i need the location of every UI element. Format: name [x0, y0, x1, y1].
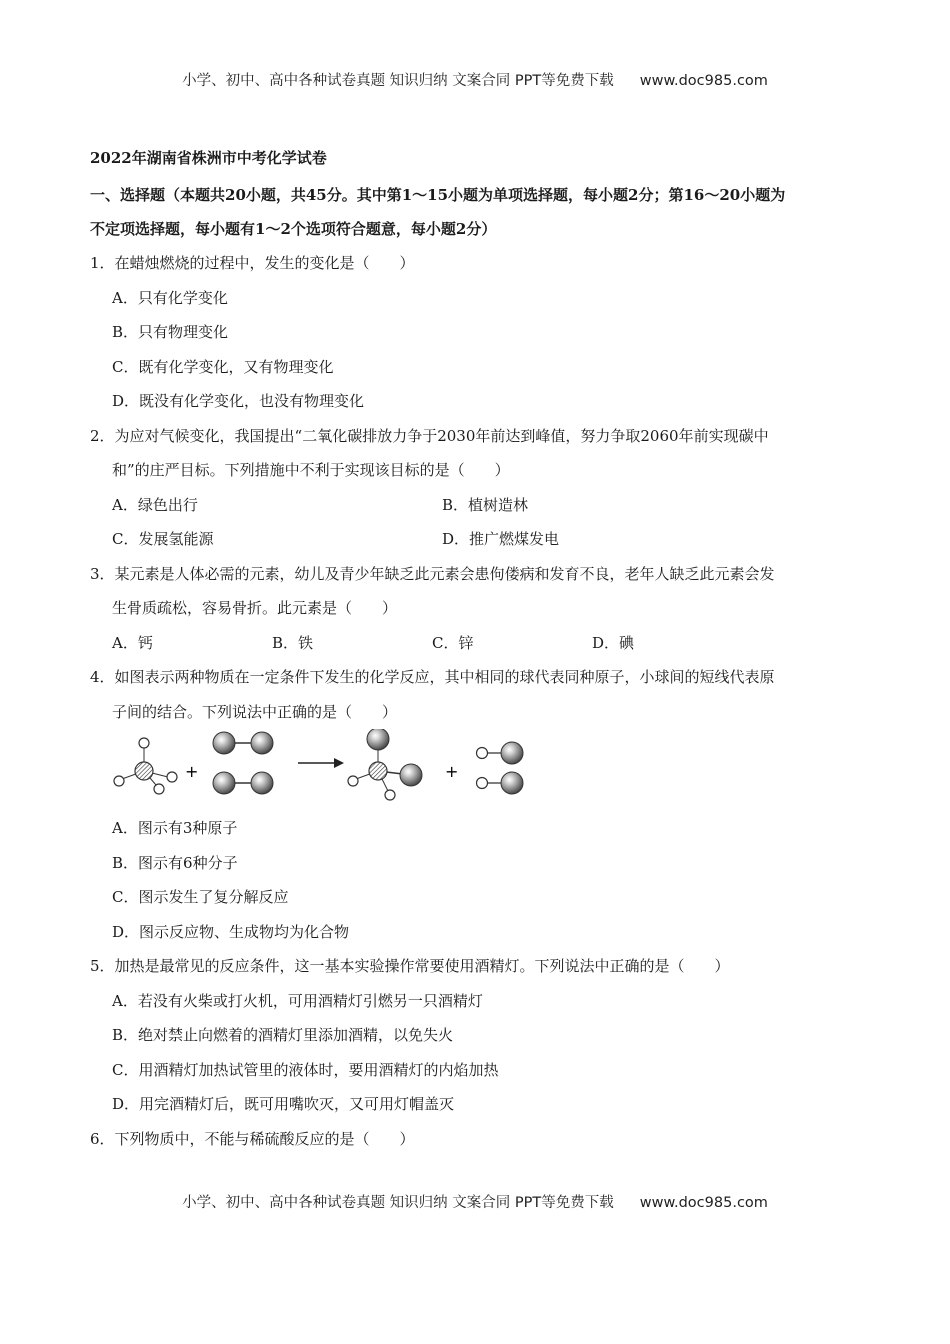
reaction-arrow [298, 758, 344, 768]
small-atom [167, 772, 177, 782]
question-stem: 6．下列物质中，不能与稀硫酸反应的是（ ） [90, 1129, 415, 1148]
option-2a: A．绿色出行 [112, 495, 198, 514]
option-3d: D．碘 [592, 633, 635, 652]
reaction-diagram-svg [112, 729, 552, 809]
hatched-atom [369, 762, 387, 780]
large-atom [367, 729, 389, 750]
question-3 [90, 557, 870, 626]
exam-title: 2022年湖南省株洲市中考化学试卷 [90, 149, 327, 167]
small-atom [139, 738, 149, 748]
reactant-molecule-2 [213, 732, 273, 794]
option-5b: B．绝对禁止向燃着的酒精灯里添加酒精，以免失火 [112, 1026, 454, 1044]
question-stem: 2．为应对气候变化，我国提出“二氧化碳排放力争于2030年前达到峰值，努力争取2060年前实现碳中 [90, 426, 769, 445]
option-1c: C．既有化学变化，又有物理变化 [112, 357, 334, 376]
options-row [90, 626, 870, 661]
option-5c: C．用酒精灯加热试管里的液体时，要用酒精灯的内焰加热 [112, 1060, 499, 1079]
option-4a: A．图示有3种原子 [112, 819, 238, 837]
exam-content [90, 144, 870, 1156]
section-line-1: 一、选择题（本题共20小题，共45分。其中第1～15小题为单项选择题，每小题2分；第16～20小题为 [90, 186, 786, 204]
option-3c: C．锌 [432, 633, 474, 652]
small-atom [348, 776, 358, 786]
reactant-molecule-1 [114, 738, 177, 794]
footer-site-link[interactable]: www.doc985.com [639, 1195, 768, 1211]
large-atom [501, 772, 523, 794]
option-2b: B．植树造林 [442, 495, 529, 514]
option-4b: B．图示有6种分子 [112, 853, 238, 872]
small-atom [154, 784, 164, 794]
hatched-atom [135, 762, 153, 780]
plus-sign: + [185, 762, 199, 781]
large-atom [251, 772, 273, 794]
section-instructions [90, 178, 870, 246]
option-1b: B．只有物理变化 [112, 323, 229, 341]
question-5 [90, 949, 870, 984]
small-atom [385, 790, 395, 800]
section-line-2: 不定项选择题，每小题有1～2个选项符合题意，每小题2分） [90, 220, 497, 238]
question-stem: 5．加热是最常见的反应条件，这一基本实验操作常要使用酒精灯。下列说法中正确的是（ ） [90, 957, 730, 975]
option-1d: D．既没有化学变化，也没有物理变化 [112, 392, 365, 410]
question-stem: 4．如图表示两种物质在一定条件下发生的化学反应，其中相同的球代表同种原子，小球间的短线代表原 [90, 668, 775, 686]
option-3b: B．铁 [272, 633, 314, 652]
reaction-diagram [112, 729, 870, 809]
option-3a: A．钙 [112, 633, 153, 652]
options-row [90, 522, 870, 557]
question-4 [90, 660, 870, 729]
question-stem: 1．在蜡烛燃烧的过程中，发生的变化是（ ） [90, 254, 415, 272]
option-4c: C．图示发生了复分解反应 [112, 888, 289, 906]
plus-sign: + [445, 762, 459, 781]
large-atom [251, 732, 273, 754]
question-stem-continued: 子间的结合。下列说法中正确的是（ ） [112, 702, 398, 721]
large-atom [213, 772, 235, 794]
option-5a: A．若没有火柴或打火机，可用酒精灯引燃另一只酒精灯 [112, 991, 483, 1010]
question-1 [90, 246, 870, 281]
option-2d: D．推广燃煤发电 [442, 530, 560, 548]
question-stem: 3．某元素是人体必需的元素，幼儿及青少年缺乏此元素会患佝偻病和发育不良，老年人缺乏此元素会发 [90, 564, 775, 583]
footer-banner: 小学、初中、高中各种试卷真题 知识归纳 文案合同 PPT等免费下载 [182, 1195, 614, 1211]
page-footer [0, 1191, 950, 1212]
small-atom [477, 778, 488, 789]
question-6 [90, 1122, 870, 1157]
product-molecule-1 [348, 729, 422, 800]
option-4d: D．图示反应物、生成物均为化合物 [112, 922, 350, 941]
small-atom [477, 748, 488, 759]
header-banner: 小学、初中、高中各种试卷真题 知识归纳 文案合同 PPT等免费下载 [182, 73, 614, 89]
question-stem-continued: 和”的庄严目标。下列措施中不利于实现该目标的是（ ） [112, 461, 510, 479]
large-atom [501, 742, 523, 764]
small-atom [114, 776, 124, 786]
header-site-link[interactable]: www.doc985.com [639, 73, 768, 89]
product-molecule-2 [477, 742, 524, 794]
option-2c: C．发展氢能源 [112, 530, 214, 548]
question-stem-continued: 生骨质疏松，容易骨折。此元素是（ ） [112, 599, 398, 617]
question-2 [90, 419, 870, 488]
large-atom [400, 764, 422, 786]
option-5d: D．用完酒精灯后，既可用嘴吹灭，又可用灯帽盖灭 [112, 1095, 455, 1113]
page-header [0, 69, 950, 90]
option-1a: A．只有化学变化 [112, 288, 228, 307]
options-row [90, 488, 870, 523]
large-atom [213, 732, 235, 754]
